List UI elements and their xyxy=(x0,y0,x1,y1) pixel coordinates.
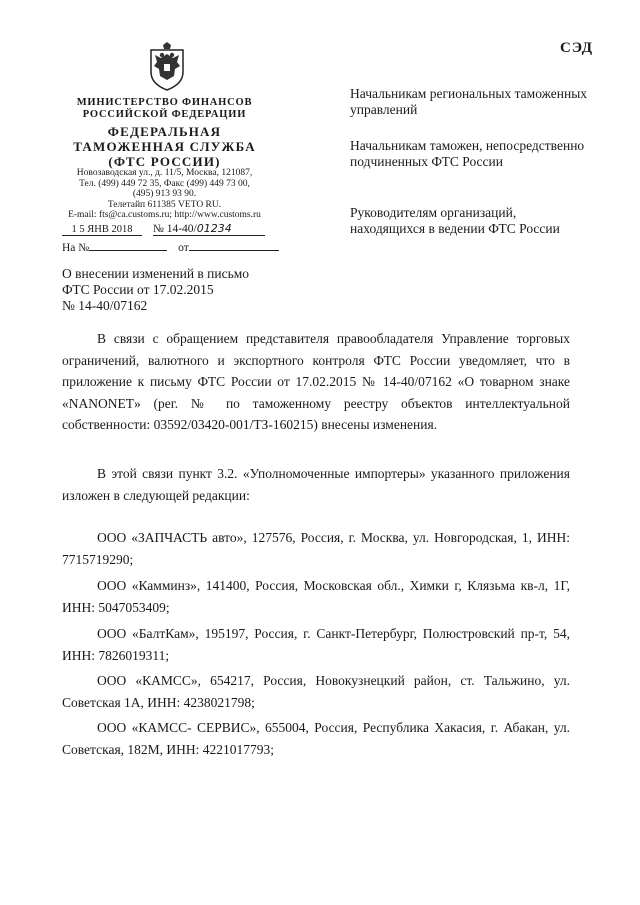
body-paragraph-edition: В этой связи пункт 3.2. «Уполномоченные импортеры» указанного приложения изложен в следующей редакции: xyxy=(62,466,570,503)
importer-item: ООО «КАМСС- СЕРВИС», 655004, Россия, Республика Хакасия, г. Абакан, ул. Советская, 182М, ИНН: 4221017793; xyxy=(62,720,570,757)
importer-item: ООО «ЗАПЧАСТЬ авто», 127576, Россия, г. Москва, ул. Новгородская, 1, ИНН: 7715719290; xyxy=(62,530,570,567)
importer-item: ООО «Камминз», 141400, Россия, Московская обл., Химки г, Клязьма кв-л, 1Г, ИНН: 5047053409; xyxy=(62,578,570,615)
body-paragraph-notice: В связи с обращением представителя правообладателя Управление торговых ограничений, валютного и экспортного контроля ФТС России уведомляет, что в приложение к письму ФТС России от 17.02.2015 № 14-40/07162 «О товарном знаке «NANONET» (рег. № по таможенному реестру объектов интеллектуальной собственности: 03592/03420-001/ТЗ-160215) внесены изменения. xyxy=(62,331,570,432)
reference-line xyxy=(62,240,279,254)
sed-stamp: СЭД xyxy=(560,40,594,56)
registration-line xyxy=(62,222,265,236)
reference-blank xyxy=(89,240,167,251)
reference-date-blank xyxy=(189,240,279,251)
addressee-3: Руководителям организаций, находящихся в ведении ФТС России xyxy=(350,205,560,236)
registration-date: 1 5 ЯНВ 2018 xyxy=(62,224,142,236)
reference-from-label: от xyxy=(178,242,189,254)
sender-address: Новозаводская ул., д. 11/5, Москва, 121087, Тел. (499) 449 72 35, Факс (499) 449 73 00, (495) 913 93 90. Телетайп 611385 VETO RU. E-mail: fts@ca.customs.ru; http://www.customs.ru xyxy=(68,168,261,220)
importer-item: ООО «КАМСС», 654217, Россия, Новокузнецкий район, ст. Тальжино, ул. Советская 1А, ИНН: 4238021798; xyxy=(62,673,570,710)
service-name: ФЕДЕРАЛЬНАЯ ТАМОЖЕННАЯ СЛУЖБА (ФТС РОССИИ) xyxy=(73,124,256,169)
coat-of-arms-icon xyxy=(145,42,189,92)
letter-subject: О внесении изменений в письмо ФТС России от 17.02.2015 № 14-40/07162 xyxy=(62,266,250,313)
addressee-2: Начальникам таможен, непосредственно подчиненных ФТС России xyxy=(350,138,585,169)
reference-label: На № xyxy=(62,242,90,254)
registration-number-handwritten: 01234 xyxy=(196,222,232,235)
importer-item: ООО «БалтКам», 195197, Россия, г. Санкт-Петербург, Полюстровский пр-т, 54, ИНН: 7826019311; xyxy=(62,626,570,663)
ministry-name: МИНИСТЕРСТВО ФИНАНСОВ РОССИЙСКОЙ ФЕДЕРАЦИИ xyxy=(76,97,253,120)
addressee-1: Начальникам региональных таможенных управлений xyxy=(350,86,588,117)
registration-number: № 14-40/01234 xyxy=(153,222,265,236)
